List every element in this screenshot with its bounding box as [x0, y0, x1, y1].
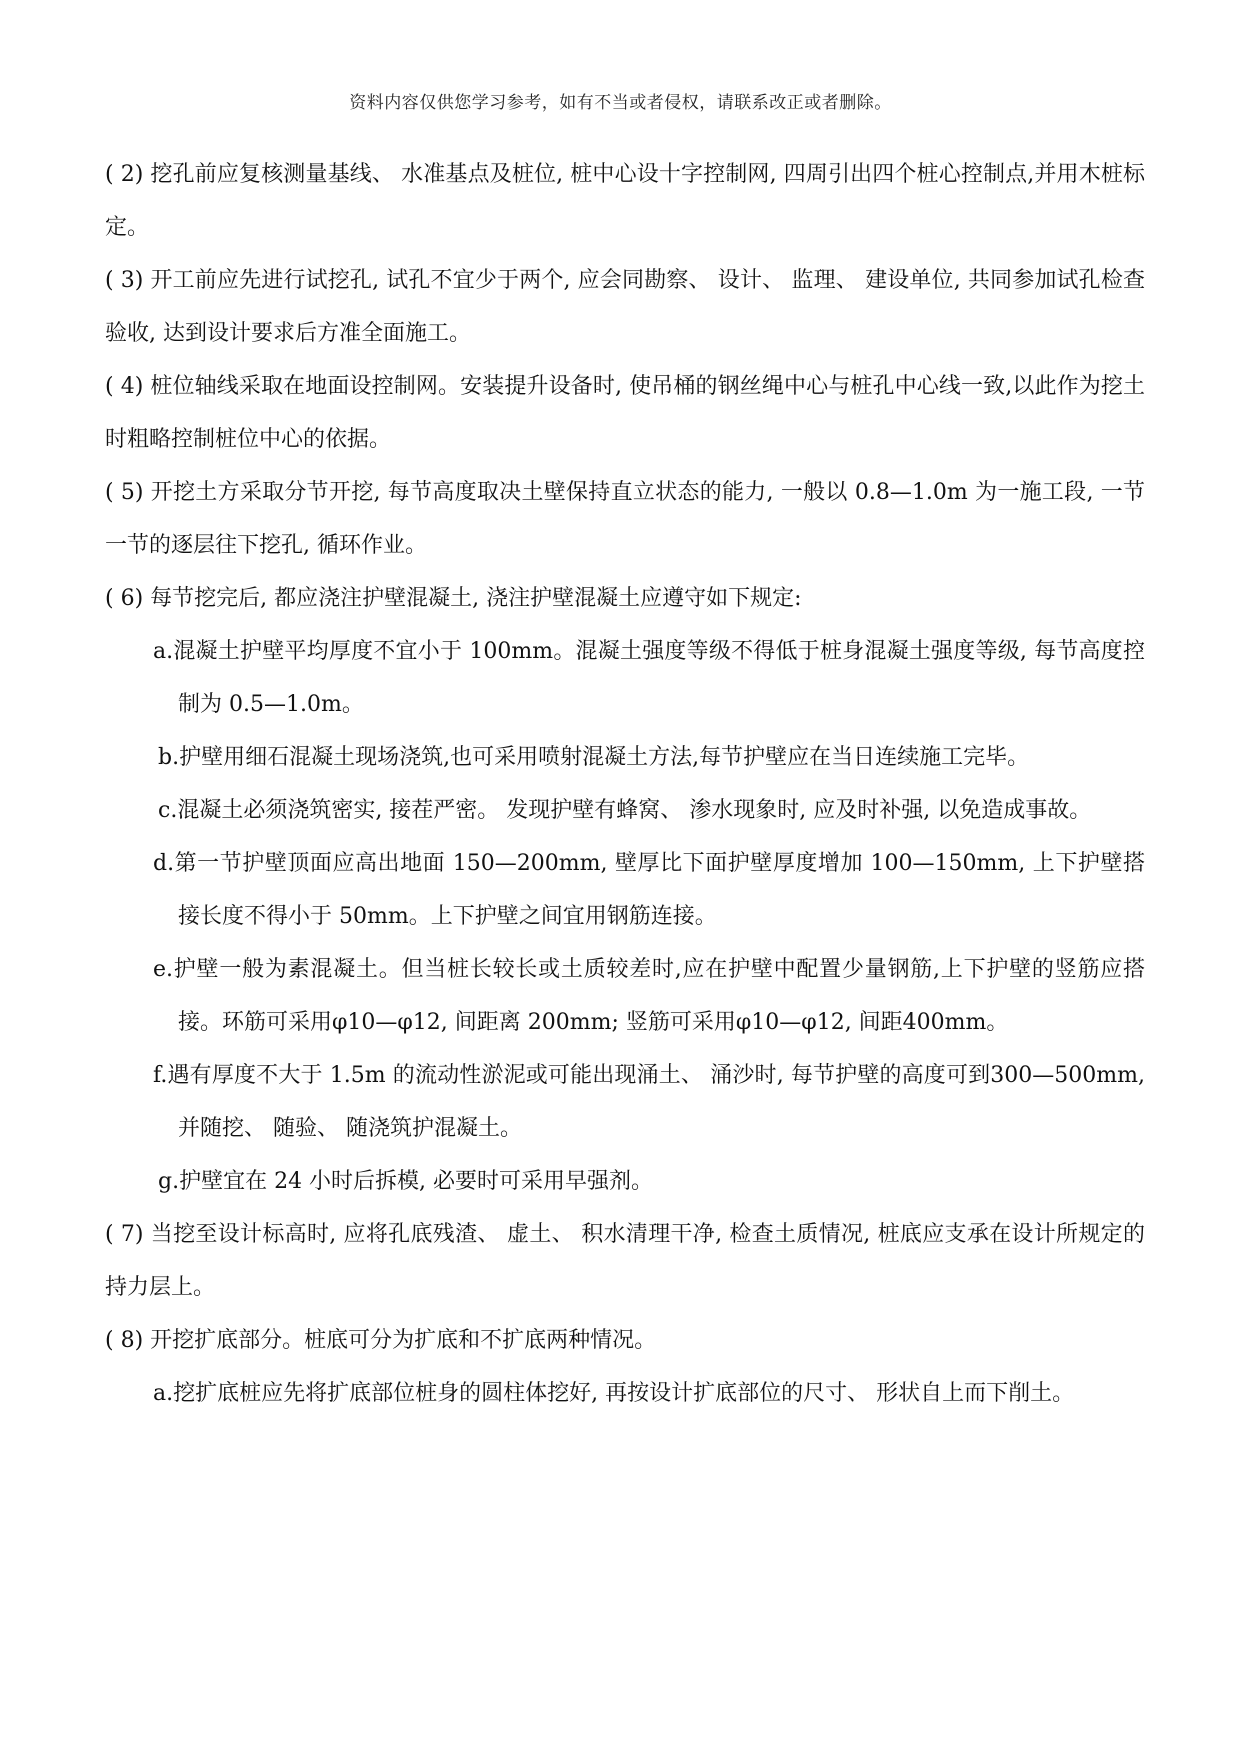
paragraph-4: ( 4) 桩位轴线采取在地面设控制网。安装提升设备时, 使吊桶的钢丝绳中心与桩孔中心线一致,以此作为挖土时粗略控制桩位中心的依据。: [105, 374, 1145, 452]
paragraph-6d: d.第一节护壁顶面应高出地面 150—200mm, 壁厚比下面护壁厚度增加 100—150mm, 上下护壁搭接长度不得小于 50mm。上下护壁之间宜用钢筋连接。: [153, 851, 1145, 929]
paragraph-6a: a.混凝土护壁平均厚度不宜小于 100mm。混凝土强度等级不得低于桩身混凝土强度等级, 每节高度控制为 0.5—1.0m。: [153, 639, 1145, 717]
paragraph-6c: c.混凝土必须浇筑密实, 接茬严密。 发现护壁有蜂窝、 渗水现象时, 应及时补强, 以免造成事故。: [158, 798, 1092, 823]
paragraph-5: ( 5) 开挖土方采取分节开挖, 每节高度取决土壁保持直立状态的能力, 一般以 0.8—1.0m 为一施工段, 一节一节的逐层往下挖孔, 循环作业。: [105, 480, 1145, 558]
paragraph-6b: b.护壁用细石混凝土现场浇筑,也可采用喷射混凝土方法,每节护壁应在当日连续施工完毕。: [158, 745, 1030, 770]
disclaimer-header: 资料内容仅供您学习参考，如有不当或者侵权，请联系改正或者删除。: [349, 93, 892, 113]
paragraph-6e: e.护壁一般为素混凝土。但当桩长较长或土质较差时,应在护壁中配置少量钢筋,上下护壁的竖筋应搭接。环筋可采用φ10—φ12, 间距离 200mm; 竖筋可采用φ10—φ12, 间距400mm。: [153, 957, 1145, 1035]
document-body: [105, 148, 1145, 1420]
paragraph-6f: f.遇有厚度不大于 1.5m 的流动性淤泥或可能出现涌土、 涌沙时, 每节护壁的高度可到300—500mm, 并随挖、 随验、 随浇筑护混凝土。: [153, 1063, 1145, 1141]
paragraph-6: ( 6) 每节挖完后, 都应浇注护壁混凝土, 浇注护壁混凝土应遵守如下规定:: [105, 586, 802, 611]
paragraph-8: ( 8) 开挖扩底部分。桩底可分为扩底和不扩底两种情况。: [105, 1328, 657, 1353]
paragraph-6g: g.护壁宜在 24 小时后拆模, 必要时可采用早强剂。: [158, 1169, 654, 1194]
paragraph-2: ( 2) 挖孔前应复核测量基线、 水准基点及桩位, 桩中心设十字控制网, 四周引出四个桩心控制点,并用木桩标定。: [105, 162, 1145, 240]
paragraph-8a: a.挖扩底桩应先将扩底部位桩身的圆柱体挖好, 再按设计扩底部位的尺寸、 形状自上而下削土。: [153, 1381, 1075, 1406]
paragraph-3: ( 3) 开工前应先进行试挖孔, 试孔不宜少于两个, 应会同勘察、 设计、 监理、 建设单位, 共同参加试孔检查验收, 达到设计要求后方准全面施工。: [105, 268, 1145, 346]
paragraph-7: ( 7) 当挖至设计标高时, 应将孔底残渣、 虚土、 积水清理干净, 检查土质情况, 桩底应支承在设计所规定的持力层上。: [105, 1222, 1145, 1300]
